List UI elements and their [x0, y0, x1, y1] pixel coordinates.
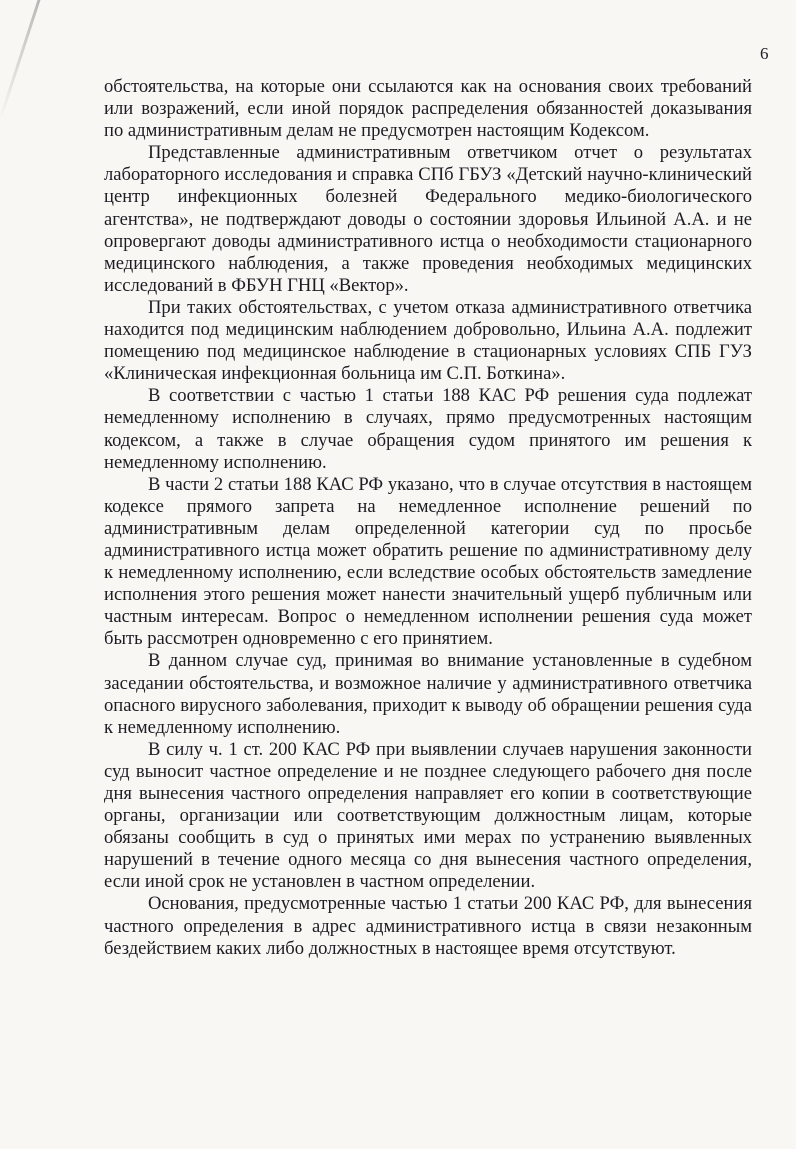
document-body	[104, 76, 752, 960]
paragraph-5: В части 2 статьи 188 КАС РФ указано, что в случае отсутствия в настоящем кодексе прямого запрета на немедленное исполнение решений по административным делам определенной категории суд по просьбе административного истца может обратить решение по административному делу к немедленному исполнению, если вследствие особых обстоятельств замедление исполнения этого решения может нанести значительный ущерб публичным или частным интересам. Вопрос о немедленном исполнении решения суда может быть рассмотрен одновременно с его принятием.	[104, 473, 752, 650]
scan-artifact	[0, 0, 40, 120]
paragraph-8: Основания, предусмотренные частью 1 статьи 200 КАС РФ, для вынесения частного определения в адрес административного истца в связи незаконным бездействием каких либо должностных в настоящее время отсутствуют.	[104, 893, 752, 959]
paragraph-6: В данном случае суд, принимая во внимание установленные в судебном заседании обстоятельства, и возможное наличие у административного ответчика опасного вирусного заболевания, приходит к выводу об обращении решения суда к немедленному исполнению.	[104, 650, 752, 738]
paragraph-7: В силу ч. 1 ст. 200 КАС РФ при выявлении случаев нарушения законности суд выносит частное определение и не позднее следующего рабочего дня после дня вынесения частного определения направляет его копии в соответствующие органы, организации или соответствующим должностным лицам, которые обязаны сообщить в суд о принятых ими мерах по устранению выявленных нарушений в течение одного месяца со дня вынесения частного определения, если иной срок не установлен в частном определении.	[104, 738, 752, 893]
paragraph-1: обстоятельства, на которые они ссылаются как на основания своих требований или возражений, если иной порядок распределения обязанностей доказывания по административным делам не предусмотрен настоящим Кодексом.	[104, 76, 752, 142]
paragraph-4: В соответствии с частью 1 статьи 188 КАС РФ решения суда подлежат немедленному исполнению в случаях, прямо предусмотренных настоящим кодексом, а также в случае обращения судом принятого им решения к немедленному исполнению.	[104, 385, 752, 473]
paragraph-2: Представленные административным ответчиком отчет о результатах лабораторного исследования и справка СПб ГБУЗ «Детский научно-клинический центр инфекционных болезней Федерального медико-биологического агентства», не подтверждают доводы о состоянии здоровья Ильиной А.А. и не опровергают доводы административного истца о необходимости стационарного медицинского наблюдения, а также проведения необходимых медицинских исследований в ФБУН ГНЦ «Вектор».	[104, 142, 752, 296]
paragraph-3: При таких обстоятельствах, с учетом отказа административного ответчика находится под медицинским наблюдением добровольно, Ильина А.А. подлежит помещению под медицинское наблюдение в стационарных условиях СПБ ГУЗ «Клиническая инфекционная больница им С.П. Боткина».	[104, 296, 752, 385]
page-number: 6	[760, 44, 769, 63]
